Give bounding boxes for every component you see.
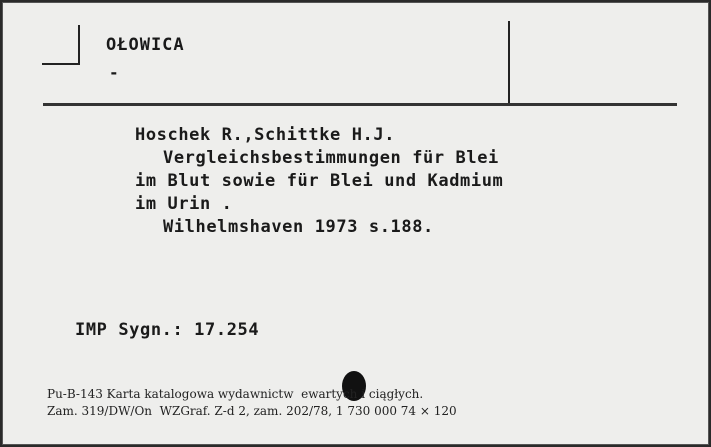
entry-title-line-1: Vergleichsbestimmungen für Blei [163, 148, 499, 168]
header-corner-mark-vertical [78, 25, 80, 63]
entry-title-line-3: im Urin . [135, 194, 233, 214]
footer-line-2: Zam. 319/DW/On WZGraf. Z-d 2, zam. 202/78, 1 730 000 74 × 120 [47, 404, 457, 418]
subject-heading: OŁOWICA [106, 35, 185, 55]
header-rule [43, 103, 677, 106]
header-divider-vertical [508, 21, 510, 103]
header-corner-mark-horizontal [42, 63, 80, 65]
call-number: IMP Sygn.: 17.254 [75, 320, 260, 340]
entry-title-line-2: im Blut sowie für Blei und Kadmium [135, 171, 504, 191]
footer-line-1: Pu-B-143 Karta katalogowa wydawnictw ewartych i ciągłych. [47, 387, 424, 401]
subject-heading-dash: - [109, 63, 119, 82]
catalog-card [2, 2, 709, 445]
entry-authors: Hoschek R.,Schittke H.J. [135, 125, 396, 145]
entry-imprint: Wilhelmshaven 1973 s.188. [163, 217, 434, 237]
